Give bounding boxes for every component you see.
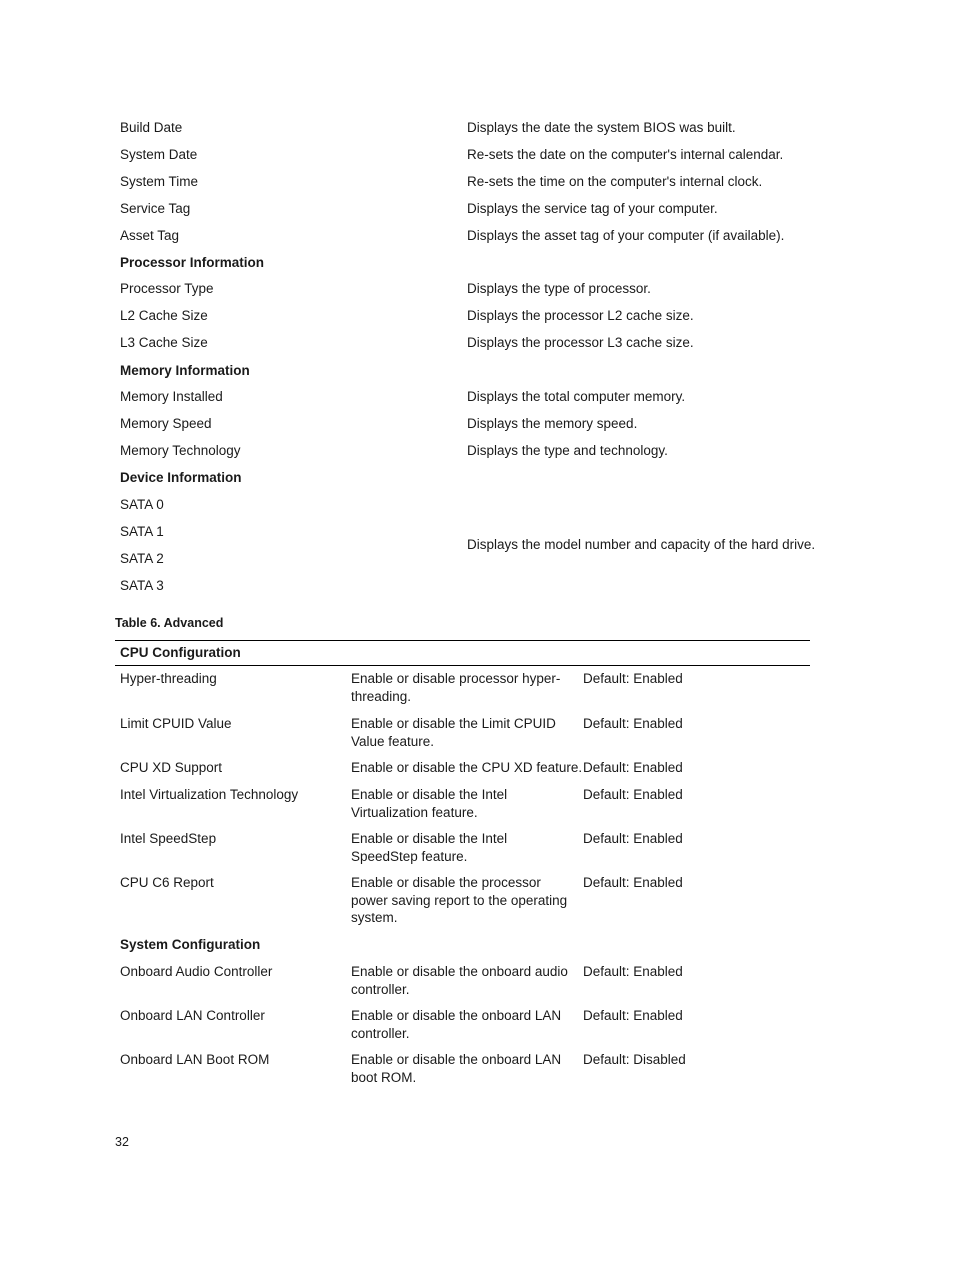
- option-default: Default: Disabled: [583, 1052, 686, 1067]
- info-desc: Re-sets the date on the computer's internal calendar.: [467, 147, 784, 162]
- option-desc: Enable or disable the processor power saving report to the operating system.: [351, 875, 568, 925]
- option-default: Default: Enabled: [583, 964, 683, 979]
- option-default: Default: Enabled: [583, 831, 683, 846]
- section-header-label: System Configuration: [120, 937, 261, 952]
- option-desc: Enable or disable the onboard LAN controller.: [351, 1008, 562, 1041]
- info-label: System Time: [120, 174, 199, 189]
- info-label: Memory Technology: [120, 443, 241, 458]
- info-desc: Displays the asset tag of your computer (if available).: [467, 228, 785, 243]
- info-label: SATA 3: [120, 578, 164, 593]
- option-default: Default: Enabled: [583, 760, 683, 775]
- info-label: SATA 2: [120, 551, 164, 566]
- info-label: Processor Type: [120, 281, 214, 296]
- option-default: Default: Enabled: [583, 875, 683, 890]
- option-desc: Enable or disable the Limit CPUID Value feature.: [351, 716, 556, 749]
- info-label: SATA 0: [120, 497, 164, 512]
- info-label: L3 Cache Size: [120, 335, 208, 350]
- option-name: Onboard LAN Boot ROM: [120, 1052, 270, 1067]
- option-desc: Enable or disable the CPU XD feature.: [351, 760, 583, 775]
- info-desc: Displays the type of processor.: [467, 281, 651, 296]
- info-label: System Date: [120, 147, 198, 162]
- info-label: SATA 1: [120, 524, 164, 539]
- info-desc: Displays the type and technology.: [467, 443, 668, 458]
- option-desc: Enable or disable processor hyper-threading.: [351, 671, 561, 704]
- info-desc: Displays the date the system BIOS was built.: [467, 120, 736, 135]
- info-label: Asset Tag: [120, 228, 180, 243]
- sata-description: Displays the model number and capacity of the hard drive.: [467, 537, 816, 552]
- option-name: CPU XD Support: [120, 760, 223, 775]
- info-label: Memory Speed: [120, 416, 212, 431]
- option-default: Default: Enabled: [583, 1008, 683, 1023]
- section-header-label: Processor Information: [120, 255, 265, 270]
- info-desc: Displays the service tag of your computer.: [467, 201, 718, 216]
- page-number: 32: [115, 1135, 129, 1149]
- option-name: Onboard Audio Controller: [120, 964, 273, 979]
- info-label: Service Tag: [120, 201, 191, 216]
- option-desc: Enable or disable the onboard audio controller.: [351, 964, 568, 997]
- info-desc: Displays the total computer memory.: [467, 389, 686, 404]
- option-desc: Enable or disable the Intel Virtualization feature.: [351, 787, 508, 820]
- table-top-rule: [115, 640, 810, 641]
- table-caption: Table 6. Advanced: [115, 616, 224, 630]
- option-default: Default: Enabled: [583, 671, 683, 686]
- option-desc: Enable or disable the onboard LAN boot ROM.: [351, 1052, 562, 1085]
- info-label: Memory Installed: [120, 389, 223, 404]
- info-desc: Displays the processor L2 cache size.: [467, 308, 694, 323]
- option-name: Hyper-threading: [120, 671, 217, 686]
- info-label: Build Date: [120, 120, 183, 135]
- info-desc: Displays the processor L3 cache size.: [467, 335, 694, 350]
- option-name: Intel Virtualization Technology: [120, 787, 299, 802]
- section-header-label: Memory Information: [120, 363, 250, 378]
- info-desc: Displays the memory speed.: [467, 416, 638, 431]
- section-header-label: Device Information: [120, 470, 242, 485]
- option-default: Default: Enabled: [583, 787, 683, 802]
- option-name: Onboard LAN Controller: [120, 1008, 265, 1023]
- option-default: Default: Enabled: [583, 716, 683, 731]
- info-label: L2 Cache Size: [120, 308, 208, 323]
- option-name: CPU C6 Report: [120, 875, 214, 890]
- info-desc: Re-sets the time on the computer's internal clock.: [467, 174, 763, 189]
- option-desc: Enable or disable the Intel SpeedStep feature.: [351, 831, 508, 864]
- option-name: Limit CPUID Value: [120, 716, 232, 731]
- option-name: Intel SpeedStep: [120, 831, 217, 846]
- section-header-label: CPU Configuration: [120, 645, 241, 660]
- table-header-rule: [115, 665, 810, 666]
